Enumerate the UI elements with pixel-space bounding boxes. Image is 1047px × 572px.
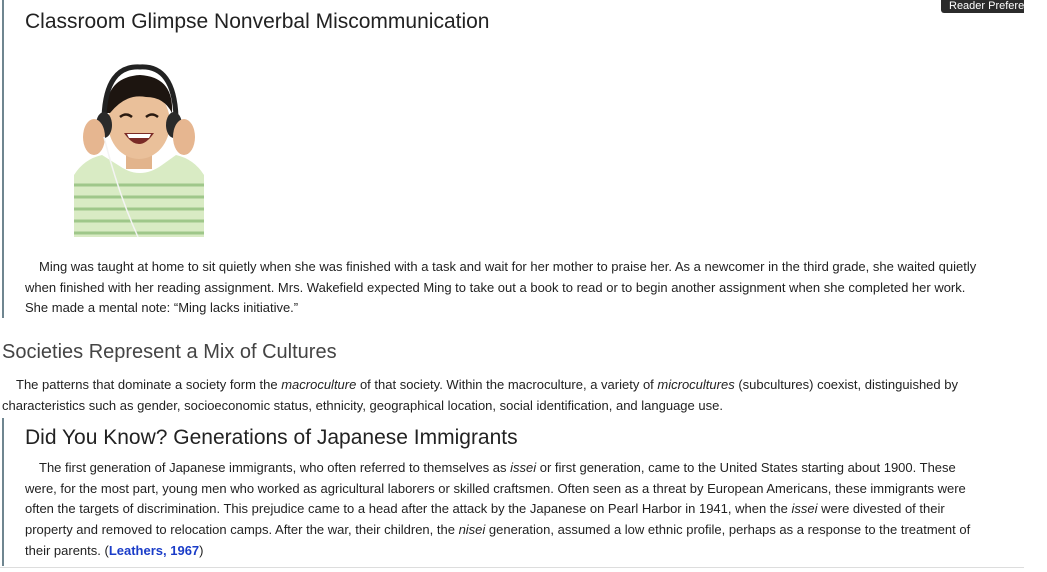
dyk-text-5: ) [199,542,204,558]
term-nisei: nisei [458,522,486,538]
child-with-headphones-photo [74,63,204,237]
did-you-know-paragraph [25,458,990,562]
term-microcultures: microcultures [657,377,735,392]
classroom-glimpse-paragraph [25,257,980,319]
section-heading: Societies Represent a Mix of Cultures [2,341,337,363]
citation-link[interactable]: Leathers, 1967 [108,542,200,558]
dyk-text-4: generation, assumed a low ethnic profile, perhaps as a response to the treatment of their parents. ( [25,522,971,558]
classroom-glimpse-box [2,0,1004,318]
section-text-end: (subcultures) coexist, distinguished by characteristics such as gender, socioeconomic status, ethnicity, geographical location, social identification, and language use. [2,377,958,413]
dyk-text-3: were divested of their property and removed to relocation camps. After the war, their children, the [25,501,945,538]
section-paragraph [2,375,1012,416]
term-issei: issei [510,460,537,475]
section-text-middle: of that society. Within the macroculture, a variety of [356,377,658,392]
classroom-glimpse-text: Ming was taught at home to sit quietly when she was finished with a task and wait for her mother to praise her. As a newcomer in the third grade, she waited quietly when finished with her reading assignment. Mrs. Wakefield expected Ming to take out a book to read or to begin another assignment when she completed her work. She made a mental note: “Ming lacks initiative.” [25,259,977,316]
section-text-start: The patterns that dominate a society form the [16,377,282,392]
term-macroculture: macroculture [281,377,357,392]
dyk-text-2: or first generation, came to the United States starting about 1900. These were, for the most part, young men who worked as agricultural laborers or skilled craftsmen. Often seen as a threat by European Americans, these immigrants were often the targets of discrimination. This prejudice came to a head after the attack by the Japanese on Pearl Harbor in 1941, when the [25,460,966,517]
bottom-divider [0,567,1024,568]
term-issei-second: issei [791,501,818,517]
reader-preferences-button[interactable]: Reader Preferences [941,0,1024,13]
did-you-know-box [2,418,1004,566]
dyk-text-1: The first generation of Japanese immigrants, who often referred to themselves as [39,460,511,475]
did-you-know-title: Did You Know? Generations of Japanese Immigrants [25,426,518,449]
classroom-glimpse-title: Classroom Glimpse Nonverbal Miscommunication [25,10,490,33]
